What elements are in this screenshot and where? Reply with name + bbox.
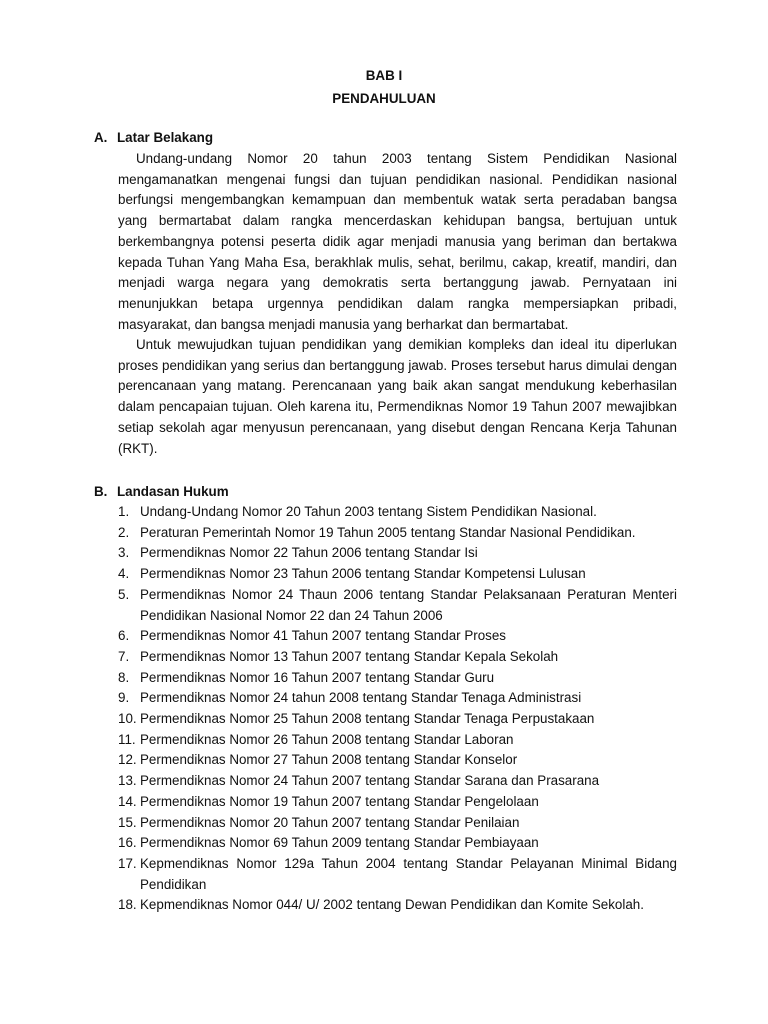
list-item-number: 2.: [118, 524, 130, 540]
list-item: [118, 585, 677, 626]
list-item: [118, 647, 677, 668]
list-item-text: Permendiknas Nomor 24 Tahun 2007 tentang Standar Sarana dan Prasarana: [140, 773, 600, 789]
list-item-number: 18.: [118, 897, 137, 913]
list-item-number: 4.: [118, 566, 130, 582]
section-b-heading: [94, 484, 229, 500]
list-item: [118, 854, 677, 895]
list-item-text: Peraturan Pemerintah Nomor 19 Tahun 2005 tentang Standar Nasional Pendidikan.: [140, 524, 636, 540]
section-a-heading: [94, 130, 213, 146]
list-item-text: Permendiknas Nomor 20 Tahun 2007 tentang Standar Penilaian: [140, 814, 520, 830]
list-item-number: 6.: [118, 628, 130, 644]
list-item-text: Undang-Undang Nomor 20 Tahun 2003 tentang Sistem Pendidikan Nasional.: [140, 504, 597, 519]
list-item: [118, 668, 677, 689]
section-a-title: Latar Belakang: [117, 130, 214, 145]
list-item: [118, 792, 677, 813]
list-item-text: Permendiknas Nomor 16 Tahun 2007 tentang Standar Guru: [140, 669, 495, 685]
list-item: [118, 523, 677, 544]
list-item-number: 16.: [118, 835, 137, 851]
list-item: [118, 543, 677, 564]
paragraph-background-1: Undang-undang Nomor 20 tahun 2003 tentang Sistem Pendidikan Nasional mengamanatkan mengenai fungsi dan tujuan pendidikan nasional. Pendidikan nasional berfungsi mengembangkan kemampuan dan membentuk watak serta peradaban bangsa yang bermartabat dalam rangka mencerdaskan kehidupan bangsa, bertujuan untuk berkembangnya potensi peserta didik agar menjadi manusia yang beriman dan bertakwa kepada Tuhan Yang Maha Esa, berakhlak mulis, sehat, berilmu, cakap, kreatif, mandiri, dan menjadi warga negara yang demokratis serta bertanggung jawab. Pernyataan ini menunjukkan betapa urgennya pendidikan dalam rangka mempersiapkan pribadi, masyarakat, dan bangsa menjadi manusia yang berharkat dan bermartabat.: [118, 151, 677, 332]
list-item: [118, 709, 677, 730]
section-b-title: Landasan Hukum: [117, 484, 229, 499]
list-item: [118, 502, 677, 523]
list-item: [118, 626, 677, 647]
list-item-number: 14.: [118, 793, 137, 809]
list-item-text: Kepmendiknas Nomor 044/ U/ 2002 tentang Dewan Pendidikan dan Komite Sekolah.: [140, 897, 644, 913]
list-item-text: Permendiknas Nomor 27 Tahun 2008 tentang Standar Konselor: [140, 752, 518, 768]
list-item: [118, 564, 677, 585]
list-item-number: 12.: [118, 752, 137, 768]
list-item: [118, 771, 677, 792]
list-item-number: 7.: [118, 648, 130, 664]
list-item: [118, 813, 677, 834]
list-item-number: 10.: [118, 711, 137, 727]
list-item-number: 3.: [118, 545, 130, 561]
list-item-text: Kepmendiknas Nomor 129a Tahun 2004 tentang Standar Pelayanan Minimal Bidang Pendidikan: [140, 855, 677, 892]
list-item: [118, 895, 677, 916]
list-item-text: Permendiknas Nomor 19 Tahun 2007 tentang Standar Pengelolaan: [140, 793, 539, 809]
list-item-number: 17.: [118, 855, 137, 871]
list-item-number: 1.: [118, 504, 130, 519]
list-item-number: 15.: [118, 814, 137, 830]
list-item: [118, 730, 677, 751]
section-a-letter: A.: [94, 130, 108, 145]
paragraph-background-2: Untuk mewujudkan tujuan pendidikan yang demikian kompleks dan ideal itu diperlukan proses pendidikan yang serius dan bertanggung jawab. Proses tersebut harus dimulai dengan perencanaan yang matang. Perencanaan yang baik akan sangat mendukung keberhasilan dalam pencapaian tujuan. Oleh karena itu, Permendiknas Nomor 19 Tahun 2007 mewajibkan setiap sekolah agar menyusun perencanaan, yang disebut dengan Rencana Kerja Tahunan (RKT).: [118, 337, 677, 456]
list-item-text: Permendiknas Nomor 24 Thaun 2006 tentang Standar Pelaksanaan Peraturan Menteri Pendidikan Nasional Nomor 22 dan 24 Tahun 2006: [140, 586, 677, 623]
list-item-number: 5.: [118, 586, 130, 602]
list-item-number: 13.: [118, 773, 137, 789]
page-title: PENDAHULUAN: [332, 91, 436, 106]
list-item-text: Permendiknas Nomor 23 Tahun 2006 tentang Standar Kompetensi Lulusan: [140, 566, 586, 582]
list-item-text: Permendiknas Nomor 13 Tahun 2007 tentang Standar Kepala Sekolah: [140, 648, 559, 664]
list-item: [118, 750, 677, 771]
list-item-number: 8.: [118, 669, 130, 685]
list-item: [118, 833, 677, 854]
list-item-number: 9.: [118, 690, 130, 706]
list-item-text: Permendiknas Nomor 69 Tahun 2009 tentang Standar Pembiayaan: [140, 835, 539, 851]
list-item-text: Permendiknas Nomor 25 Tahun 2008 tentang Standar Tenaga Perpustakaan: [140, 711, 595, 727]
list-item-text: Permendiknas Nomor 24 tahun 2008 tentang Standar Tenaga Administrasi: [140, 690, 582, 706]
chapter-label: BAB I: [365, 68, 403, 83]
list-item-number: 11.: [118, 731, 136, 747]
list-item-text: Permendiknas Nomor 41 Tahun 2007 tentang Standar Proses: [140, 628, 506, 644]
list-item-text: Permendiknas Nomor 26 Tahun 2008 tentang Standar Laboran: [140, 731, 514, 747]
legal-basis-list: [118, 502, 677, 916]
section-b-letter: B.: [94, 484, 108, 499]
list-item: [118, 688, 677, 709]
list-item-text: Permendiknas Nomor 22 Tahun 2006 tentang Standar Isi: [140, 545, 478, 561]
